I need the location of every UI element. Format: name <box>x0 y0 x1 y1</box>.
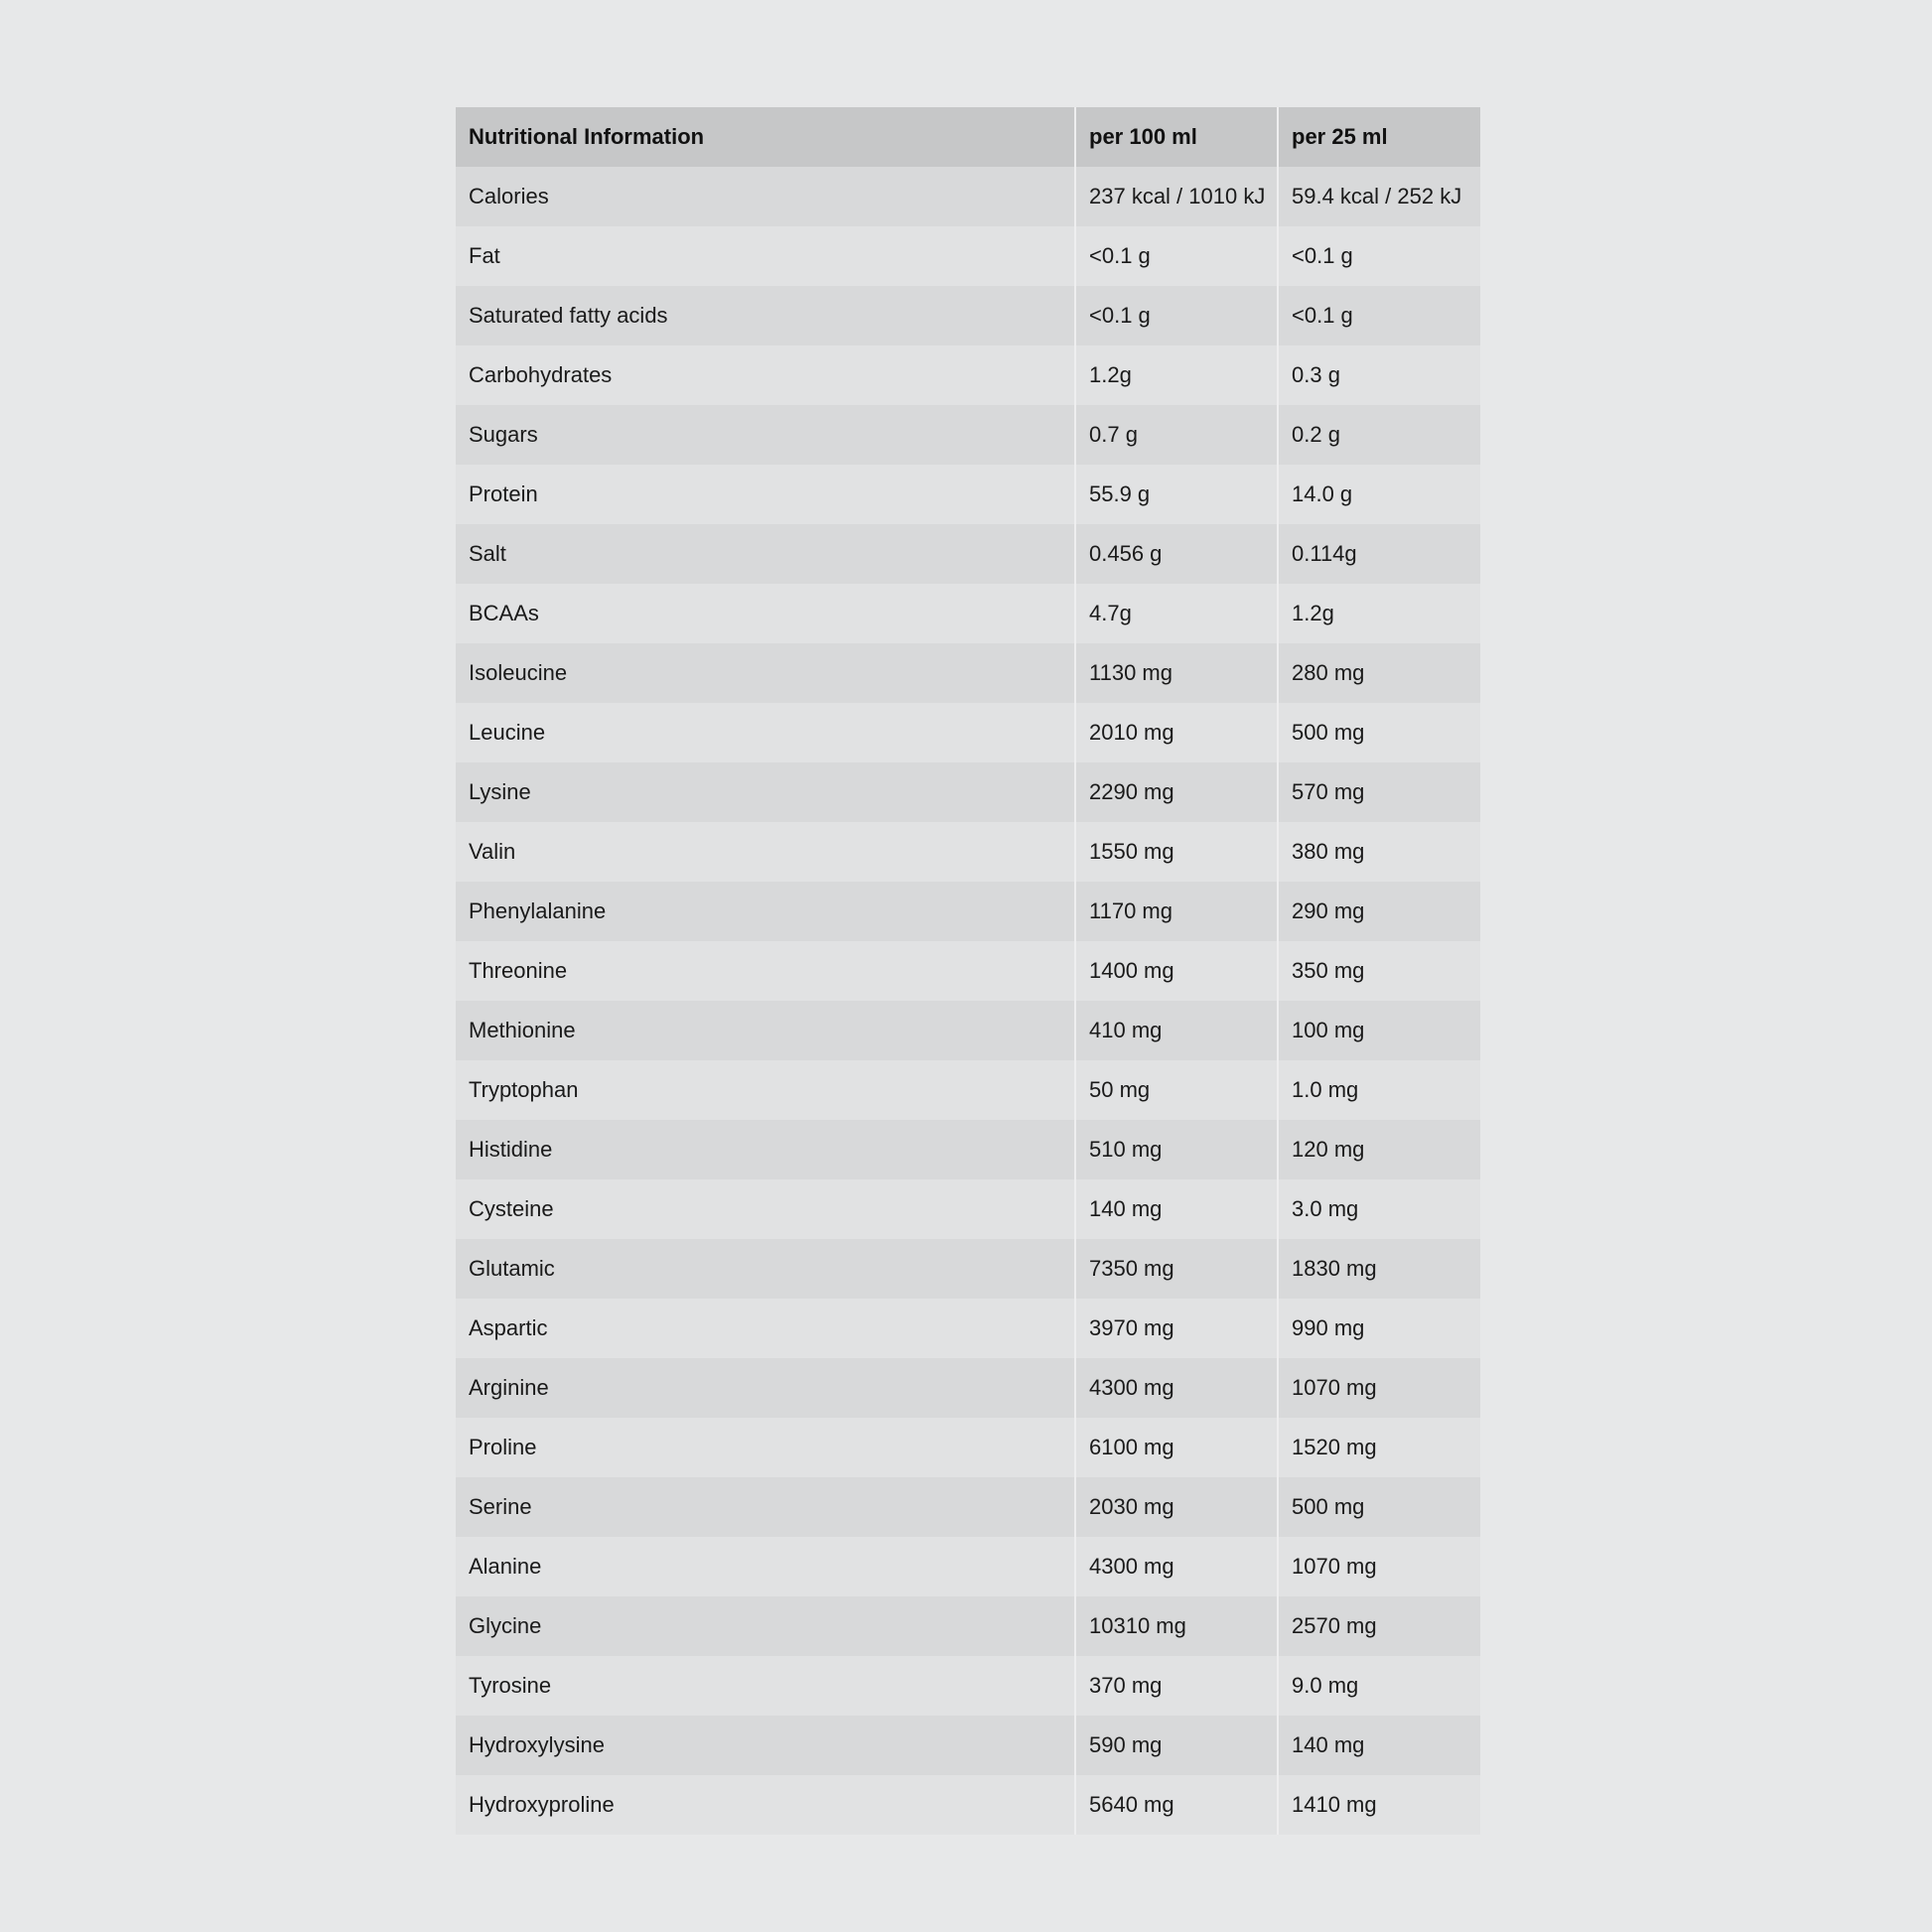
table-header <box>456 107 1480 167</box>
table-row <box>456 1656 1480 1716</box>
value-per-25-ml: 9.0 mg <box>1278 1656 1480 1716</box>
table-row <box>456 524 1480 584</box>
table-row <box>456 465 1480 524</box>
value-per-100-ml: <0.1 g <box>1075 226 1278 286</box>
value-per-100-ml: 0.456 g <box>1075 524 1278 584</box>
value-per-100-ml: 55.9 g <box>1075 465 1278 524</box>
nutrient-name: Serine <box>456 1477 1075 1537</box>
value-per-100-ml: 2010 mg <box>1075 703 1278 762</box>
table-row <box>456 1596 1480 1656</box>
value-per-25-ml: 120 mg <box>1278 1120 1480 1179</box>
table-row <box>456 584 1480 643</box>
value-per-100-ml: 1170 mg <box>1075 882 1278 941</box>
table-row <box>456 1775 1480 1835</box>
value-per-100-ml: 7350 mg <box>1075 1239 1278 1299</box>
nutrient-name: Salt <box>456 524 1075 584</box>
value-per-100-ml: 1400 mg <box>1075 941 1278 1001</box>
nutrient-name: Carbohydrates <box>456 345 1075 405</box>
value-per-25-ml: 380 mg <box>1278 822 1480 882</box>
nutrient-name: Phenylalanine <box>456 882 1075 941</box>
value-per-100-ml: 5640 mg <box>1075 1775 1278 1835</box>
nutrient-name: Proline <box>456 1418 1075 1477</box>
nutrient-name: Isoleucine <box>456 643 1075 703</box>
value-per-100-ml: 6100 mg <box>1075 1418 1278 1477</box>
value-per-25-ml: 1410 mg <box>1278 1775 1480 1835</box>
value-per-25-ml: 0.114g <box>1278 524 1480 584</box>
value-per-25-ml: 0.3 g <box>1278 345 1480 405</box>
value-per-25-ml: 1070 mg <box>1278 1537 1480 1596</box>
table-row <box>456 345 1480 405</box>
nutrient-name: Histidine <box>456 1120 1075 1179</box>
nutrient-name: Lysine <box>456 762 1075 822</box>
value-per-25-ml: 1520 mg <box>1278 1418 1480 1477</box>
value-per-25-ml: 100 mg <box>1278 1001 1480 1060</box>
nutrient-name: Fat <box>456 226 1075 286</box>
value-per-25-ml: 2570 mg <box>1278 1596 1480 1656</box>
value-per-25-ml: 140 mg <box>1278 1716 1480 1775</box>
value-per-100-ml: 237 kcal / 1010 kJ <box>1075 167 1278 226</box>
nutrient-name: Valin <box>456 822 1075 882</box>
header-per-100-ml: per 100 ml <box>1075 107 1278 167</box>
value-per-25-ml: <0.1 g <box>1278 226 1480 286</box>
value-per-25-ml: 3.0 mg <box>1278 1179 1480 1239</box>
value-per-100-ml: 1130 mg <box>1075 643 1278 703</box>
nutrient-name: Calories <box>456 167 1075 226</box>
table-row <box>456 1358 1480 1418</box>
nutrient-name: Tryptophan <box>456 1060 1075 1120</box>
value-per-25-ml: 290 mg <box>1278 882 1480 941</box>
nutrient-name: Leucine <box>456 703 1075 762</box>
nutrient-name: Protein <box>456 465 1075 524</box>
value-per-100-ml: 370 mg <box>1075 1656 1278 1716</box>
header-per-25-ml: per 25 ml <box>1278 107 1480 167</box>
value-per-100-ml: 140 mg <box>1075 1179 1278 1239</box>
value-per-100-ml: 4300 mg <box>1075 1358 1278 1418</box>
value-per-100-ml: 4300 mg <box>1075 1537 1278 1596</box>
value-per-100-ml: 4.7g <box>1075 584 1278 643</box>
value-per-25-ml: 0.2 g <box>1278 405 1480 465</box>
nutrient-name: Cysteine <box>456 1179 1075 1239</box>
value-per-25-ml: 500 mg <box>1278 1477 1480 1537</box>
nutrition-table <box>456 107 1480 1835</box>
value-per-25-ml: 1.0 mg <box>1278 1060 1480 1120</box>
table-row <box>456 882 1480 941</box>
nutrient-name: Alanine <box>456 1537 1075 1596</box>
table-row <box>456 1001 1480 1060</box>
nutrient-name: Glutamic <box>456 1239 1075 1299</box>
table-row <box>456 941 1480 1001</box>
value-per-100-ml: 1.2g <box>1075 345 1278 405</box>
value-per-25-ml: 1070 mg <box>1278 1358 1480 1418</box>
value-per-100-ml: <0.1 g <box>1075 286 1278 345</box>
nutrient-name: Saturated fatty acids <box>456 286 1075 345</box>
nutrient-name: Tyrosine <box>456 1656 1075 1716</box>
value-per-25-ml: 570 mg <box>1278 762 1480 822</box>
table-row <box>456 1716 1480 1775</box>
value-per-25-ml: 1.2g <box>1278 584 1480 643</box>
nutrient-name: Glycine <box>456 1596 1075 1656</box>
value-per-100-ml: 2030 mg <box>1075 1477 1278 1537</box>
value-per-100-ml: 1550 mg <box>1075 822 1278 882</box>
table-row <box>456 405 1480 465</box>
value-per-25-ml: <0.1 g <box>1278 286 1480 345</box>
value-per-100-ml: 0.7 g <box>1075 405 1278 465</box>
value-per-100-ml: 410 mg <box>1075 1001 1278 1060</box>
table-row <box>456 1120 1480 1179</box>
nutrient-name: Sugars <box>456 405 1075 465</box>
nutrient-name: Threonine <box>456 941 1075 1001</box>
value-per-25-ml: 280 mg <box>1278 643 1480 703</box>
value-per-25-ml: 59.4 kcal / 252 kJ <box>1278 167 1480 226</box>
value-per-25-ml: 1830 mg <box>1278 1239 1480 1299</box>
value-per-100-ml: 510 mg <box>1075 1120 1278 1179</box>
value-per-100-ml: 2290 mg <box>1075 762 1278 822</box>
value-per-100-ml: 590 mg <box>1075 1716 1278 1775</box>
value-per-25-ml: 350 mg <box>1278 941 1480 1001</box>
table-row <box>456 1299 1480 1358</box>
table-row <box>456 1179 1480 1239</box>
value-per-25-ml: 990 mg <box>1278 1299 1480 1358</box>
table-row <box>456 1060 1480 1120</box>
value-per-25-ml: 500 mg <box>1278 703 1480 762</box>
table-row <box>456 643 1480 703</box>
value-per-25-ml: 14.0 g <box>1278 465 1480 524</box>
table-row <box>456 226 1480 286</box>
table-row <box>456 703 1480 762</box>
table-row <box>456 1537 1480 1596</box>
table-row <box>456 762 1480 822</box>
table-row <box>456 1239 1480 1299</box>
table-row <box>456 1477 1480 1537</box>
table-row <box>456 167 1480 226</box>
table-row <box>456 1418 1480 1477</box>
value-per-100-ml: 10310 mg <box>1075 1596 1278 1656</box>
nutrient-name: Hydroxyproline <box>456 1775 1075 1835</box>
nutrient-name: Arginine <box>456 1358 1075 1418</box>
header-nutritional-information: Nutritional Information <box>456 107 1075 167</box>
table-row <box>456 822 1480 882</box>
nutrient-name: Aspartic <box>456 1299 1075 1358</box>
table-row <box>456 286 1480 345</box>
header-row <box>456 107 1480 167</box>
nutrient-name: Methionine <box>456 1001 1075 1060</box>
nutrient-name: BCAAs <box>456 584 1075 643</box>
table-body <box>456 167 1480 1835</box>
value-per-100-ml: 3970 mg <box>1075 1299 1278 1358</box>
nutrient-name: Hydroxylysine <box>456 1716 1075 1775</box>
value-per-100-ml: 50 mg <box>1075 1060 1278 1120</box>
